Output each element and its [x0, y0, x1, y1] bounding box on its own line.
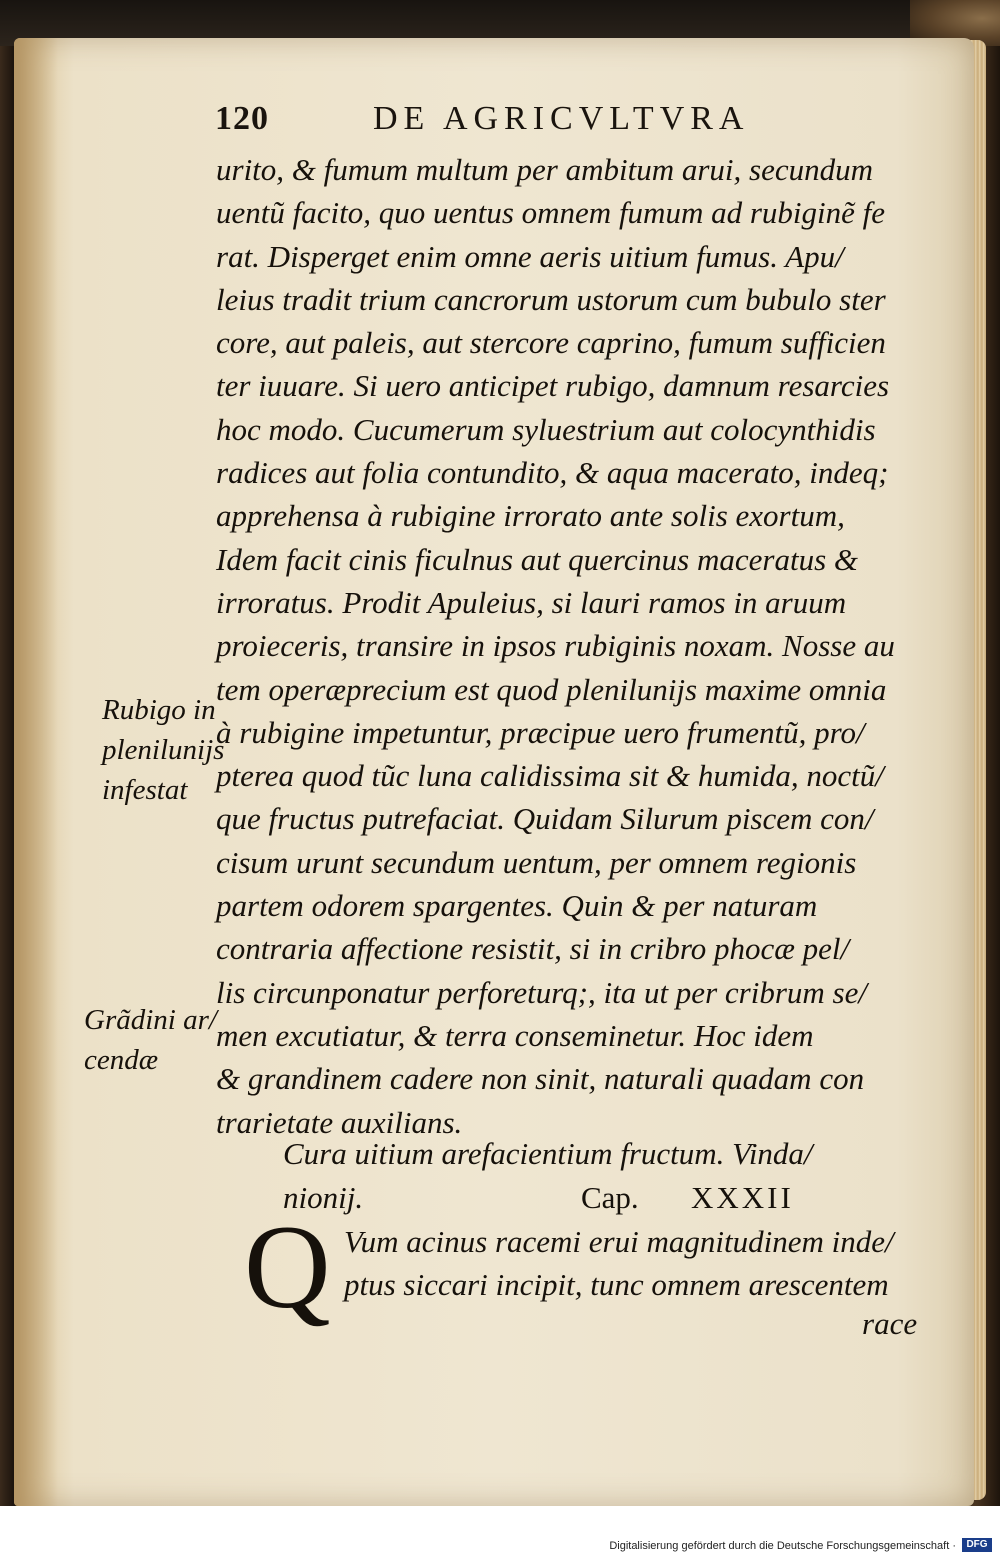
catchword: race [862, 1306, 918, 1341]
text-line: radices aut folia contundito, & aqua macerato, indeq; [216, 455, 889, 491]
text-line: Vum acinus racemi erui magnitudinem inde/ [344, 1224, 894, 1259]
main-text-block [216, 148, 916, 1144]
text-line: leius tradit trium cancrorum ustorum cum bubulo ster [216, 281, 886, 317]
margin-note-line: plenilunijs [102, 734, 225, 766]
text-line: lis circunponatur perforeturq;, ita ut per cribrum se/ [216, 974, 867, 1010]
text-line: trarietate auxilians. [216, 1104, 463, 1140]
text-line: rat. Disperget enim omne aeris uitium fumus. Apu/ [216, 238, 844, 274]
text-line: Idem facit cinis ficulnus aut quercinus maceratus & [216, 541, 859, 577]
running-title: DE AGRICVLTVRA [373, 100, 750, 137]
margin-note-line: Grãdini ar/ [84, 1004, 217, 1036]
margin-note-line: infestat [102, 774, 188, 806]
text-line: apprehensa à rubigine irrorato ante solis exortum, [216, 498, 845, 534]
text-line: à rubigine impetuntur, præcipue uero frumentũ, pro/ [216, 714, 865, 750]
margin-note-line: Rubigo in [102, 694, 216, 726]
chapter-title: Cura uitium arefacientium fructum. Vinda/ [283, 1136, 813, 1171]
text-line: irroratus. Prodit Apuleius, si lauri ramos in aruum [216, 584, 847, 620]
page-number: 120 [215, 100, 269, 137]
dfg-logo: DFG [962, 1538, 992, 1552]
text-line: ptus siccari incipit, tunc omnem arescentem [344, 1267, 889, 1302]
page-gutter [14, 38, 58, 1506]
text-line: men excutiatur, & terra conseminetur. Hoc idem [216, 1017, 814, 1053]
text-line: & grandinem cadere non sinit, naturali quadam con [216, 1061, 865, 1097]
text-line: tem operæprecium est quod plenilunijs maxime omnia [216, 671, 887, 707]
text-line: urito, & fumum multum per ambitum arui, secundum [216, 152, 874, 187]
margin-note-rubigo [102, 690, 224, 810]
drop-cap-initial: Q [244, 1200, 331, 1333]
margin-note-line: cendæ [84, 1044, 159, 1076]
text-line: core, aut paleis, aut stercore caprino, fumum sufficien [216, 325, 886, 361]
funding-notice: Digitalisierung gefördert durch die Deutsche Forschungsgemeinschaft · [609, 1540, 956, 1552]
margin-note-grandini [84, 1000, 217, 1080]
text-line: contraria affectione resistit, si in cribro phocæ pel/ [216, 931, 850, 967]
text-line: proieceris, transire in ipsos rubiginis noxam. Nosse au [216, 628, 895, 664]
text-line: cisum urunt secundum uentum, per omnem regionis [216, 844, 857, 880]
text-line: que fructus putrefaciat. Quidam Silurum piscem con/ [216, 801, 874, 837]
chapter-title-continuation: nionij. [283, 1180, 364, 1215]
text-line: ter iuuare. Si uero anticipet rubigo, damnum resarcies [216, 368, 890, 404]
chapter-number: XXXII [691, 1180, 794, 1215]
chapter-text-block [344, 1220, 924, 1306]
text-line: partem odorem spargentes. Quin & per naturam [216, 888, 818, 924]
page-header [215, 100, 795, 144]
chapter-label: Cap. [581, 1180, 639, 1215]
text-line: hoc modo. Cucumerum syluestrium aut colocynthidis [216, 411, 876, 447]
text-line: pterea quod tũc luna calidissima sit & humida, noctũ/ [216, 758, 884, 794]
text-line: uentũ facito, quo uentus omnem fumum ad rubiginẽ fe [216, 195, 885, 231]
